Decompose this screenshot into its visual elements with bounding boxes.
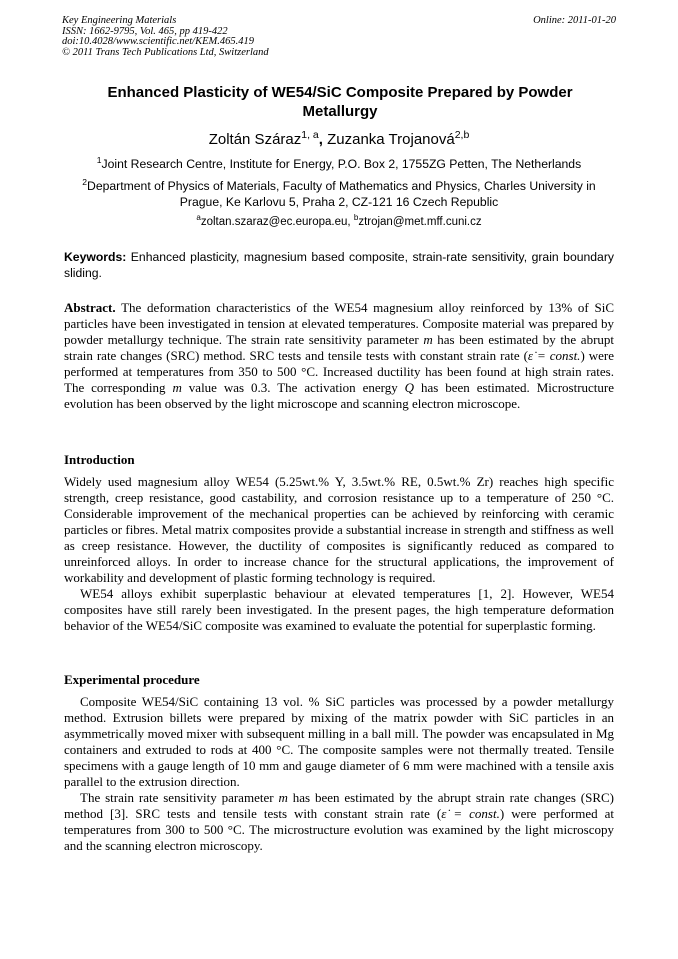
author-separator: , <box>318 131 328 148</box>
abstract-text-2: has been estimated by the abrupt strain rate changes (SRC) method. SRC tests and tensile tests with constant strain rate ( <box>64 332 615 363</box>
experimental-p2-text-2: has been estimated by the abrupt strain rate changes (SRC) method [3]. SRC tests and tensile tests with constant strain rate ( <box>64 790 615 821</box>
abstract-label: Abstract. <box>64 300 116 315</box>
keywords-label: Keywords: <box>64 250 127 264</box>
author-1-sup: 1, a <box>301 129 319 141</box>
experimental-p2-text-1: The strain rate sensitivity parameter <box>80 790 279 805</box>
email-a: zoltan.szaraz@ec.europa.eu, <box>200 216 354 228</box>
affiliation-2 <box>62 178 616 210</box>
doi-line: doi:10.4028/www.scientific.net/KEM.465.419 <box>62 36 254 48</box>
affiliation-2-number: 2 <box>82 176 88 187</box>
author-line <box>62 131 616 149</box>
abstract-text-5: has been estimated. Microstructure evolution has been observed by the light microscope and scanning electron microscope. <box>64 380 614 411</box>
affiliation-1-text: Joint Research Centre, Institute for Energy, P.O. Box 2, 1755ZG Petten, The Netherlands <box>101 157 582 171</box>
abstract-symbol-m: m <box>423 332 433 347</box>
author-emails <box>62 214 616 230</box>
keywords-text: Enhanced plasticity, magnesium based composite, strain-rate sensitivity, grain boundary sliding. <box>64 250 614 280</box>
author-2-sup: 2,b <box>454 129 470 141</box>
experimental-paragraph-1: Composite WE54/SiC containing 13 vol. % SiC particles was processed by a powder metallurgy method. Extrusion billets were prepared by mixing of the matrix powder with SiC particles in an asymmetrically moved mixer with subsequent milling in a ball mill. The powder was encapsulated in Mg containers and extruded to rods at 400 °C. The composite samples were not thermally treated. Tensile specimens with a gauge length of 10 mm and gauge diameter of 6 mm were machined with a tensile axis parallel to the extrusion direction. <box>64 694 614 789</box>
abstract-text-4: value was 0.3. The activation energy <box>181 380 405 395</box>
author-2-name: Zuzanka Trojanová <box>327 131 455 148</box>
experimental-strain-rate-formula: ε̇ = const. <box>441 806 500 821</box>
copyright-line: © 2011 Trans Tech Publications Ltd, Switzerland <box>62 46 269 58</box>
journal-header <box>62 16 616 58</box>
keywords <box>64 249 614 281</box>
journal-name: Key Engineering Materials <box>62 15 177 26</box>
email-b-sup: b <box>353 213 359 223</box>
issn-line: ISSN: 1662-9795, Vol. 465, pp 419-422 <box>62 25 228 37</box>
affiliation-1-number: 1 <box>96 154 102 165</box>
abstract-symbol-q: Q <box>404 380 415 395</box>
affiliation-1 <box>62 156 616 172</box>
abstract-text-1: The deformation characteristics of the WE54 magnesium alloy reinforced by 13% of SiC particles have been investigated in tension at elevated temperatures. Composite material was prepared by powder metallurgy technique. The strain rate sensitivity parameter <box>64 300 614 347</box>
experimental-p2-text-3: ) were performed at temperatures from 300 to 500 °C. The microstructure evolution was examined by the light microscopy and the scanning electron microscopy. <box>64 806 615 853</box>
introduction-paragraph-1: Widely used magnesium alloy WE54 (5.25wt.% Y, 3.5wt.% RE, 0.5wt.% Zr) reaches high specific strength, creep resistance, good castability, and corrosion resistance up to a temperature of 250 °C. Considerable improvement of the mechanical properties can be achieved by reinforcing with ceramic particles or fibres. Metal matrix composites provide a substantial increase in strength and stiffness as well as creep resistance. However, the ductility of composites is significantly reduced as compared to unreinforced alloys. In order to increase chance for the structural applications, the improvement of workability and development of plastic forming technology is required. <box>64 474 614 585</box>
introduction-paragraph-2: WE54 alloys exhibit superplastic behaviour at elevated temperatures [1, 2]. However, WE54 composites have still rarely been investigated. In the present pages, the high temperature deformation behavior of the WE54/SiC composite was examined to evaluate the potential for superplastic forming. <box>64 586 614 633</box>
email-b: ztrojan@met.mff.cuni.cz <box>358 216 482 228</box>
experimental-body <box>64 694 614 854</box>
abstract <box>64 300 614 412</box>
email-a-sup: a <box>196 213 201 223</box>
abstract-text-3: ) were performed at temperatures from 350 to 500 °C. Increased ductility has been found at high strain rates. The corresponding <box>64 348 614 395</box>
affiliation-2-text: Department of Physics of Materials, Faculty of Mathematics and Physics, Charles University in Prague, Ke Karlovu 5, Praha 2, CZ-121 16 Czech Republic <box>87 179 596 209</box>
introduction-heading: Introduction <box>64 452 135 467</box>
experimental-paragraph-2 <box>64 790 614 854</box>
paper-title: Enhanced Plasticity of WE54/SiC Composite Prepared by Powder Metallurgy <box>107 84 573 120</box>
author-1-name: Zoltán Száraz <box>208 131 302 148</box>
introduction-body <box>64 474 614 634</box>
experimental-symbol-m: m <box>278 790 288 805</box>
experimental-heading: Experimental procedure <box>64 672 200 687</box>
abstract-symbol-m-2: m <box>172 380 182 395</box>
abstract-strain-rate-formula: ε̇ = const. <box>527 348 581 363</box>
online-date: Online: 2011-01-20 <box>533 15 616 26</box>
